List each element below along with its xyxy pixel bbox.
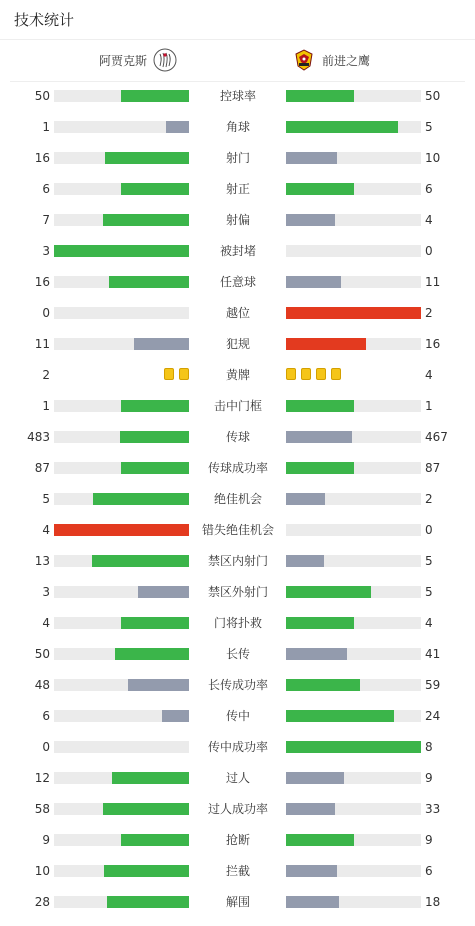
stat-row [0,275,475,306]
home-bar-fill [54,245,189,257]
stat-row [0,740,475,771]
home-value: 16 [34,151,50,165]
away-bar-track [286,493,421,505]
away-bar-track [286,338,421,350]
home-bar-fill [121,617,189,629]
stat-row [0,337,475,368]
away-value: 9 [425,771,433,785]
away-bar-fill [286,214,335,226]
home-bar-track [54,276,189,288]
home-bar-fill [120,431,189,443]
away-bar-track [286,741,421,753]
away-value: 24 [425,709,441,723]
away-bar-fill [286,648,347,660]
home-bar-track [54,121,189,133]
away-value: 467 [425,430,448,444]
home-bar-fill [121,400,189,412]
home-value: 11 [34,337,50,351]
away-bar-track [286,431,421,443]
home-bar-fill [103,214,189,226]
yellow-card-icon [179,368,189,380]
away-bar-fill [286,493,325,505]
home-bar-fill [112,772,189,784]
away-value: 10 [425,151,441,165]
home-bar-fill [121,183,189,195]
away-value: 8 [425,740,433,754]
away-value: 50 [425,89,441,103]
home-value: 7 [42,213,50,227]
home-bar-fill [134,338,189,350]
stat-label: 错失绝佳机会 [201,523,274,537]
home-value: 3 [42,244,50,258]
away-bar-fill [286,803,335,815]
home-value: 6 [42,182,50,196]
yellow-card-icon [301,368,311,380]
stat-row [0,430,475,461]
away-value: 5 [425,554,433,568]
home-bar-track [54,214,189,226]
home-bar-track [54,803,189,815]
stat-label: 射正 [225,182,250,196]
home-bar-fill [103,803,189,815]
home-bar-track [54,772,189,784]
away-bar-track [286,307,421,319]
away-bar-track [286,679,421,691]
home-bar-fill [166,121,189,133]
stat-label: 过人成功率 [207,802,268,816]
home-value: 10 [34,864,50,878]
stat-label: 传球 [225,430,250,444]
home-bar-track [54,524,189,536]
away-bar-track [286,183,421,195]
away-bar-fill [286,896,339,908]
stat-label: 禁区外射门 [207,585,268,599]
stat-row [0,244,475,275]
home-bar-track [54,493,189,505]
home-value: 9 [42,833,50,847]
away-value: 0 [425,244,433,258]
home-value: 6 [42,709,50,723]
home-bar-track [54,617,189,629]
home-bar-fill [138,586,189,598]
away-bar-fill [286,772,344,784]
away-value: 87 [425,461,441,475]
away-bar-track [286,648,421,660]
away-bar-track [286,772,421,784]
stat-label: 传中成功率 [207,740,268,754]
stat-label: 击中门框 [213,399,262,413]
away-bar-fill [286,338,366,350]
stat-row [0,554,475,585]
stat-row [0,461,475,492]
away-value: 11 [425,275,441,289]
stat-row [0,182,475,213]
home-bar-fill [107,896,189,908]
home-value: 0 [42,306,50,320]
home-bar-track [54,462,189,474]
home-value: 0 [42,740,50,754]
home-bar-track [54,865,189,877]
home-bar-track [54,555,189,567]
away-bar-track [286,400,421,412]
yellow-card-icon [286,368,296,380]
home-bar-track [54,245,189,257]
home-bar-fill [109,276,189,288]
home-bar-fill [104,865,189,877]
yellow-card-icon [331,368,341,380]
home-value: 483 [27,430,50,444]
yellow-card-icon [316,368,326,380]
away-value: 59 [425,678,441,692]
away-bar-fill [286,679,360,691]
home-bar-track [54,400,189,412]
stat-row [0,895,475,926]
away-value: 41 [425,647,441,661]
away-bar-fill [286,121,398,133]
away-value: 16 [425,337,441,351]
home-bar-fill [162,710,189,722]
home-bar-track [54,896,189,908]
away-value: 1 [425,399,433,413]
ajax-logo-icon [153,48,177,72]
home-bar-track [54,183,189,195]
home-bar-fill [54,524,189,536]
stat-row [0,368,475,399]
home-value: 1 [42,120,50,134]
away-value: 5 [425,120,433,134]
away-team-name: 前进之鹰 [322,53,371,68]
stat-row [0,89,475,120]
home-bar-fill [128,679,189,691]
home-value: 87 [34,461,50,475]
home-value: 50 [34,89,50,103]
stat-row [0,151,475,182]
yellow-card-icon [164,368,174,380]
stat-label: 犯规 [225,337,250,351]
away-value: 4 [425,368,433,382]
stat-label: 射偏 [225,213,250,227]
stat-label: 绝佳机会 [213,492,262,506]
stat-label: 解围 [225,895,250,909]
away-bar-track [286,214,421,226]
away-value: 4 [425,616,433,630]
home-value: 3 [42,585,50,599]
stat-label: 过人 [225,771,250,785]
home-value: 50 [34,647,50,661]
stat-row [0,120,475,151]
away-bar-fill [286,741,421,753]
home-bar-track [54,431,189,443]
home-bar-fill [121,834,189,846]
away-bar-track [286,245,421,257]
stat-label: 长传 [225,647,250,661]
home-value: 16 [34,275,50,289]
away-bar-track [286,803,421,815]
away-value: 18 [425,895,441,909]
away-bar-fill [286,710,394,722]
stat-label: 传中 [225,709,250,723]
home-bar-track [54,152,189,164]
away-bar-fill [286,152,337,164]
stat-label: 黄牌 [225,368,250,382]
away-bar-fill [286,400,354,412]
stat-row [0,864,475,895]
stat-row [0,523,475,554]
home-bar-track [54,586,189,598]
away-bar-fill [286,462,354,474]
stat-row [0,802,475,833]
stat-row [0,213,475,244]
home-bar-fill [121,90,189,102]
home-bar-track [54,834,189,846]
home-team[interactable] [99,48,177,72]
stat-row [0,771,475,802]
away-bar-track [286,524,421,536]
away-value: 4 [425,213,433,227]
away-value: 6 [425,182,433,196]
eagle-crest-icon [292,48,316,72]
home-bar-fill [93,493,189,505]
home-bar-fill [105,152,189,164]
away-value: 33 [425,802,441,816]
away-value: 2 [425,492,433,506]
away-bar-fill [286,617,354,629]
away-bar-fill [286,307,421,319]
away-bar-track [286,152,421,164]
home-value: 4 [42,523,50,537]
home-bar-fill [115,648,189,660]
stat-label: 被封堵 [219,244,256,258]
home-value: 12 [34,771,50,785]
away-bar-fill [286,183,354,195]
stat-label: 角球 [225,120,250,134]
home-bar-track [54,710,189,722]
away-bar-fill [286,276,341,288]
stat-row [0,492,475,523]
away-bar-fill [286,834,354,846]
away-bar-fill [286,555,324,567]
home-bar-track [54,648,189,660]
away-bar-track [286,90,421,102]
home-bar-track [54,307,189,319]
away-value: 6 [425,864,433,878]
stat-label: 禁区内射门 [207,554,268,568]
stat-label: 拦截 [225,864,250,878]
away-team[interactable] [292,48,370,72]
stat-label: 控球率 [219,89,256,103]
stat-label: 射门 [225,151,250,165]
away-bar-fill [286,431,352,443]
away-bar-track [286,586,421,598]
away-value: 9 [425,833,433,847]
stat-row [0,709,475,740]
home-bar-fill [121,462,189,474]
home-value: 5 [42,492,50,506]
home-value: 28 [34,895,50,909]
away-value: 0 [425,523,433,537]
away-bar-track [286,121,421,133]
home-value: 58 [34,802,50,816]
stat-row [0,585,475,616]
teams-header [10,40,465,82]
stat-row [0,833,475,864]
home-bar-track [54,338,189,350]
stat-label: 抢断 [225,833,250,847]
away-bar-track [286,555,421,567]
away-bar-fill [286,90,354,102]
page-title: 技术统计 [14,11,75,29]
home-team-name: 阿贾克斯 [98,53,147,68]
away-value: 5 [425,585,433,599]
away-value: 2 [425,306,433,320]
home-value: 4 [42,616,50,630]
home-value: 13 [34,554,50,568]
stat-label: 越位 [225,306,250,320]
away-bar-track [286,865,421,877]
away-bar-track [286,617,421,629]
stat-row [0,616,475,647]
home-value: 48 [34,678,50,692]
away-bar-track [286,834,421,846]
away-bar-track [286,462,421,474]
away-bar-fill [286,865,337,877]
away-bar-track [286,710,421,722]
stat-label: 门将扑救 [213,616,262,630]
stat-row [0,647,475,678]
home-value: 1 [42,399,50,413]
home-bar-fill [92,555,189,567]
home-value: 2 [42,368,50,382]
stat-row [0,678,475,709]
stat-row [0,399,475,430]
away-bar-track [286,276,421,288]
home-bar-track [54,679,189,691]
stat-row [0,306,475,337]
away-bar-fill [286,586,371,598]
home-bar-track [54,741,189,753]
stat-label: 长传成功率 [207,678,268,692]
away-bar-track [286,896,421,908]
section-header [0,0,475,40]
stat-label: 任意球 [219,275,256,289]
stat-label: 传球成功率 [207,461,268,475]
home-bar-track [54,90,189,102]
